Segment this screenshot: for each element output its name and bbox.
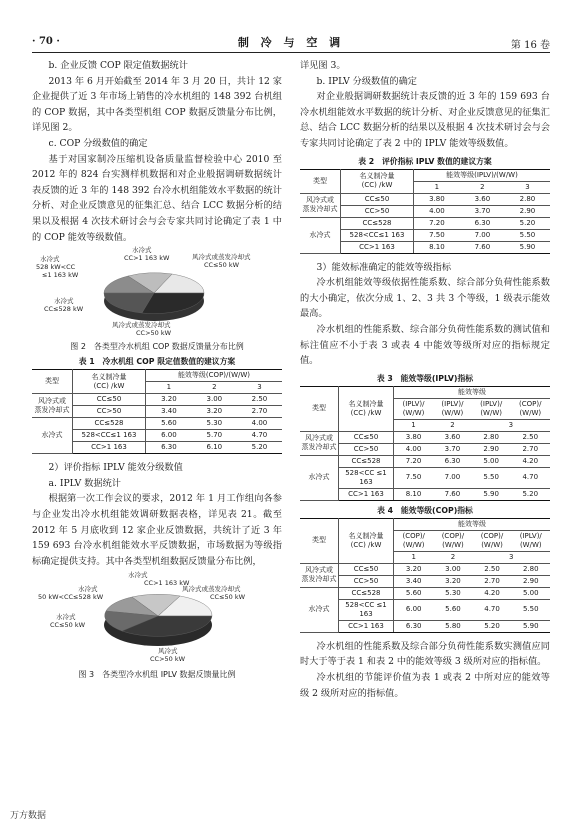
table-2 <box>300 169 550 254</box>
cell: 3.00 <box>192 394 237 406</box>
table-caption: 表 2 评价指标 IPLV 数值的建议方案 <box>358 156 492 166</box>
col-header: 类型 <box>300 386 339 431</box>
grade-header: 1 <box>146 382 192 394</box>
cell: 7.00 <box>433 467 472 488</box>
cell: 5.60 <box>433 599 472 620</box>
cell: 2.80 <box>505 193 550 205</box>
grade-header: 1 <box>394 551 434 563</box>
table-row <box>32 394 282 406</box>
cell: 5.00 <box>472 455 511 467</box>
grade-header: 3 <box>472 551 550 563</box>
pie-3d <box>104 595 212 647</box>
fig3-label: CC>1 163 kW <box>144 579 190 588</box>
type-cell: 水冷式 <box>300 455 339 500</box>
cell: 4.00 <box>414 205 460 217</box>
col-header: 类型 <box>32 370 73 394</box>
col-header: 能效等级 <box>394 386 551 398</box>
cell: CC≤50 <box>339 431 394 443</box>
paragraph: 详见图 3。 <box>300 60 346 71</box>
cell: 3.60 <box>460 193 505 205</box>
table-row <box>300 193 550 205</box>
cell: CC>50 <box>73 406 146 418</box>
cell: 5.90 <box>512 620 550 632</box>
fig2-label: 水冷式 <box>132 246 152 255</box>
cell: 7.00 <box>460 229 505 241</box>
cell: 4.00 <box>237 418 282 430</box>
grade-header: 2 <box>192 382 237 394</box>
grade-header: 2 <box>460 181 505 193</box>
cell: 8.10 <box>394 488 434 500</box>
unit-header: (IPLV)/ (W/W) <box>394 398 434 419</box>
cell: 5.80 <box>433 620 472 632</box>
cell: 5.30 <box>192 418 237 430</box>
cell: CC≤528 <box>339 587 394 599</box>
subsection-heading: b. 企业反馈 COP 限定值数据统计 <box>48 60 188 71</box>
col-header: 能效等级(COP)/(W/W) <box>146 370 283 382</box>
cell: 4.00 <box>394 443 434 455</box>
cell: 5.20 <box>511 488 550 500</box>
cell: 3.20 <box>394 563 434 575</box>
left-column <box>32 58 282 684</box>
cell: 6.00 <box>394 599 434 620</box>
cell: 6.30 <box>394 620 434 632</box>
cell: 5.20 <box>472 620 511 632</box>
running-header <box>32 34 550 50</box>
fig2-label: 风冷式或蒸发冷却式 <box>112 321 171 330</box>
cell: 6.30 <box>460 217 505 229</box>
cell: 2.90 <box>505 205 550 217</box>
cell: 6.30 <box>146 442 192 454</box>
cell: 4.70 <box>472 599 511 620</box>
cell: 3.20 <box>433 575 472 587</box>
col-header: 能效等级(IPLV)/(W/W) <box>414 169 551 181</box>
cell: CC>50 <box>339 443 394 455</box>
cell: 5.90 <box>472 488 511 500</box>
cell: 2.70 <box>237 406 282 418</box>
cell: 3.80 <box>414 193 460 205</box>
fig2-label: CC≤50 kW <box>204 261 240 270</box>
table-row <box>300 587 550 599</box>
unit-header: (COP)/ (W/W) <box>472 530 511 551</box>
subsection-heading: a. IPLV 数据统计 <box>48 477 121 489</box>
journal-title: 制 冷 与 空 调 <box>237 36 345 49</box>
fig2-label: CC>1 163 kW <box>124 254 170 263</box>
pie-3d <box>104 273 204 321</box>
cell: 5.00 <box>512 587 550 599</box>
cell: 5.50 <box>512 599 550 620</box>
fig3-label: CC>50 kW <box>150 655 186 664</box>
grade-header: 3 <box>505 181 550 193</box>
cell: 528<CC≤1 163 <box>73 430 146 442</box>
cell: 5.60 <box>146 418 192 430</box>
fig2-label: 水冷式 <box>54 297 74 306</box>
grade-header: 3 <box>472 419 550 431</box>
header-rule <box>32 52 550 53</box>
cell: 5.20 <box>237 442 282 454</box>
cell: 2.90 <box>472 443 511 455</box>
cell: 4.20 <box>511 455 550 467</box>
cell: 7.50 <box>394 467 434 488</box>
cell: 528<CC ≤1 163 <box>339 467 394 488</box>
pie-chart-figure-3 <box>32 569 282 665</box>
paragraph: 冷水机组的节能评价值为表 1 或表 2 中所对应的能效等级 2 级所对应的指标值。 <box>300 671 550 699</box>
grade-header: 2 <box>433 551 472 563</box>
cell: 7.60 <box>460 241 505 253</box>
unit-header: (COP)/ (W/W) <box>394 530 434 551</box>
col-header: 名义制冷量 (CC) /kW <box>341 169 414 193</box>
grade-header: 1 <box>414 181 460 193</box>
unit-header: (IPLV)/ (W/W) <box>512 530 550 551</box>
cell: 7.50 <box>414 229 460 241</box>
cell: CC≤50 <box>341 193 414 205</box>
grade-header: 2 <box>433 419 472 431</box>
cell: CC>1 163 <box>341 241 414 253</box>
cell: CC≤50 <box>73 394 146 406</box>
fig3-label: 风冷式 <box>158 647 178 656</box>
cell: 3.40 <box>394 575 434 587</box>
cell: 5.20 <box>505 217 550 229</box>
type-cell: 水冷式 <box>32 418 73 454</box>
fig2-label: ≤1 163 kW <box>42 271 79 280</box>
table-row <box>300 455 550 467</box>
fig3-label: CC≤50 kW <box>210 593 246 602</box>
subsection-heading: c. COP 分级数值的确定 <box>48 137 148 149</box>
cell: 7.20 <box>394 455 434 467</box>
cell: CC≤528 <box>341 217 414 229</box>
type-cell: 水冷式 <box>300 587 339 632</box>
table-4 <box>300 518 550 633</box>
table-row <box>300 217 550 229</box>
cell: 5.30 <box>433 587 472 599</box>
cell: 2.50 <box>472 563 511 575</box>
figure-caption: 图 3 各类型冷水机组 IPLV 数据反馈量比例 <box>78 670 236 680</box>
grade-header: 1 <box>394 419 434 431</box>
fig2-label: CC≤528 kW <box>44 305 84 314</box>
table-3 <box>300 386 550 501</box>
grade-header: 3 <box>237 382 282 394</box>
cell: 2.70 <box>511 443 550 455</box>
right-column <box>300 58 550 701</box>
paragraph: 基于对国家制冷压缩机设备质量监督检验中心 2010 至 2012 年的 824 台实测样机数据和对企业般据调研数据统计表反馈的近 3 年的 148 392 台冷水机组能效水平数据的统计分析、对企业反馈意见的征集汇总、结合 LCC 数据分析的结果以及根据 4 次技术研讨会与会专家共同讨论确定了表 1 中的 COP 能效等级数值。 <box>32 153 282 243</box>
cell: 6.10 <box>192 442 237 454</box>
cell: 2.90 <box>512 575 550 587</box>
cell: 7.20 <box>414 217 460 229</box>
fig2-label: CC>50 kW <box>136 329 172 338</box>
cell: 3.20 <box>192 406 237 418</box>
cell: 5.50 <box>472 467 511 488</box>
table-row <box>300 563 550 575</box>
cell: 8.10 <box>414 241 460 253</box>
cell: 6.00 <box>146 430 192 442</box>
fig2-label: 水冷式 <box>40 255 60 264</box>
cell: 2.50 <box>511 431 550 443</box>
cell: 3.80 <box>394 431 434 443</box>
fig3-label: 水冷式 <box>78 585 98 594</box>
cell: CC>1 163 <box>339 488 394 500</box>
col-header: 类型 <box>300 518 339 563</box>
cell: 2.80 <box>472 431 511 443</box>
type-cell: 风冷式或 蒸发冷却式 <box>300 563 339 587</box>
cell: 6.30 <box>433 455 472 467</box>
cell: 528<CC≤1 163 <box>341 229 414 241</box>
figure-3 <box>32 569 282 680</box>
col-header: 名义制冷量 (CC) /kW <box>339 386 394 431</box>
type-cell: 风冷式或 蒸发冷却式 <box>300 193 341 217</box>
subsection-heading: 2）评价指标 IPLV 能效分级数值 <box>48 462 183 474</box>
unit-header: (IPLV)/ (W/W) <box>472 398 511 419</box>
table-caption: 表 3 能效等级(IPLV)指标 <box>376 373 474 383</box>
fig2-label: 528 kW<CC <box>36 263 76 272</box>
table-1 <box>32 369 282 454</box>
cell: CC>1 163 <box>73 442 146 454</box>
table-row <box>32 418 282 430</box>
cell: 2.70 <box>472 575 511 587</box>
cell: 5.70 <box>192 430 237 442</box>
paragraph: 根据第一次工作会议的要求，2012 年 1 月工作组向各参与企业发出冷水机组能效调研数据表格，详见表 21。截至 2012 年 5 月底收到 12 家企业反馈数据，共统计了近 3 年 159 693 台冷水机组能效水平反馈数据，市场数据为等级指标确定提供支持。其中各类型机组数据反馈量分布比例， <box>32 493 282 567</box>
unit-header: (COP)/ (W/W) <box>433 530 472 551</box>
table-caption: 表 1 冷水机组 COP 限定值数值的建议方案 <box>78 357 236 367</box>
subsection-heading: b. IPLV 分级数值的确定 <box>316 75 417 87</box>
volume-label: 第 16 卷 <box>510 40 550 51</box>
cell: 3.00 <box>433 563 472 575</box>
fig2-label: 风冷式或蒸发冷却式 <box>192 253 251 262</box>
fig3-label: 风冷式或蒸发冷却式 <box>182 585 241 594</box>
cell: CC>1 163 <box>339 620 394 632</box>
cell: 5.90 <box>505 241 550 253</box>
cell: 528<CC ≤1 163 <box>339 599 394 620</box>
table-caption: 表 4 能效等级(COP)指标 <box>377 505 473 515</box>
cell: 3.70 <box>433 443 472 455</box>
cell: 3.20 <box>146 394 192 406</box>
cell: CC>50 <box>339 575 394 587</box>
fig3-label: 水冷式 <box>56 613 76 622</box>
cell: 2.50 <box>237 394 282 406</box>
paragraph: 2013 年 6 月开始截至 2014 年 3 月 20 日，共计 12 家企业提供了近 3 年市场上销售的冷水机组的 148 392 台机组的 COP 数据，其中各类型机组 COP 数据反馈量分布比例，详见图 2。 <box>32 75 282 134</box>
fig3-label: 50 kW<CC≤528 kW <box>38 593 104 602</box>
paragraph: 对企业般据调研数据统计表反馈的近 3 年的 159 693 台冷水机组能效水平数据的统计分析、对企业反馈意见的征集汇总、结合 LCC 数据分析的结果以及根据 4 次技术研讨会与会专家共同讨论确定了表 2 中的 IPLV 能效等级数值。 <box>300 91 550 149</box>
cell: CC≤528 <box>73 418 146 430</box>
cell: 3.60 <box>433 431 472 443</box>
unit-header: (COP)/ (W/W) <box>511 398 550 419</box>
cell: 4.20 <box>472 587 511 599</box>
col-header: 名义制冷量 (CC) /kW <box>339 518 394 563</box>
col-header: 能效等级 <box>394 518 551 530</box>
figure-caption: 图 2 各类型冷水机组 COP 数据反馈量分布比例 <box>70 342 244 352</box>
cell: CC>50 <box>341 205 414 217</box>
cell: 3.40 <box>146 406 192 418</box>
unit-header: (IPLV)/ (W/W) <box>433 398 472 419</box>
cell: 4.70 <box>511 467 550 488</box>
table-row <box>300 431 550 443</box>
type-cell: 风冷式或 蒸发冷却式 <box>32 394 73 418</box>
type-cell: 水冷式 <box>300 217 341 253</box>
paragraph: 冷水机组的性能系数、综合部分负荷性能系数的测试值和标注值应不小于表 3 或表 4 中能效等级所对应的指标规定值。 <box>300 323 550 367</box>
subsection-heading: 3）能效标准确定的能效等级指标 <box>316 261 452 273</box>
col-header: 名义制冷量 (CC) /kW <box>73 370 146 394</box>
fig3-label: 水冷式 <box>128 571 148 580</box>
cell: 5.50 <box>505 229 550 241</box>
page-number: · 70 · <box>32 36 60 47</box>
paragraph: 冷水机组能效等级依据性能系数、综合部分负荷性能系数的大小确定，依次分成 1、2、3 共 3 个等级，1 级表示能效最高。 <box>300 277 550 320</box>
cell: CC≤50 <box>339 563 394 575</box>
footer-watermark: 万方数据 <box>10 811 47 821</box>
figure-2 <box>32 245 282 352</box>
cell: 5.60 <box>394 587 434 599</box>
pie-chart-figure-2 <box>32 245 282 337</box>
fig3-label: CC≤50 kW <box>50 621 86 630</box>
cell: 7.60 <box>433 488 472 500</box>
col-header: 类型 <box>300 169 341 193</box>
cell: 2.80 <box>512 563 550 575</box>
cell: CC≤528 <box>339 455 394 467</box>
cell: 3.70 <box>460 205 505 217</box>
paragraph: 冷水机组的性能系数及综合部分负荷性能系数实测值应同时大于等于表 1 和表 2 中的能效等级 3 级所对应的指标值。 <box>300 640 550 668</box>
cell: 4.70 <box>237 430 282 442</box>
type-cell: 风冷式或 蒸发冷却式 <box>300 431 339 455</box>
